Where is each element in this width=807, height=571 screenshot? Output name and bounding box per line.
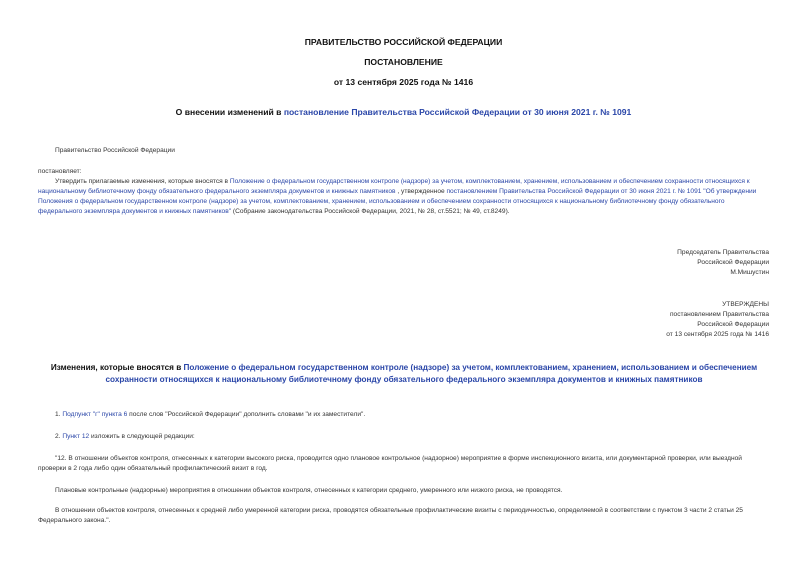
change-item-1-text: после слов "Российской Федерации" дополнить словами "и их заместители". (127, 411, 366, 418)
regulation-link[interactable]: Положение о федеральном государственном контроле (надзоре) за учетом, комплектованием, хранением, использованием и обеспечением сохранности относящихся к национальному библиотечному фонду обязательного федерального экземпляра документов и книжных памятников (38, 178, 750, 195)
main-paragraph-text-2: , утвержденное (395, 188, 447, 195)
approved-line-1: УТВЕРЖДЕНЫ (722, 301, 769, 308)
quoted-paragraph-3: В отношении объектов контроля, отнесенных к средней либо умеренной категории риска, проводятся обязательные профилактические визиты с периодичностью, определяемой в соответствии с пунктом 3 части 2 статьи 25 Федерального закона.". (38, 507, 743, 524)
document-title-link[interactable]: постановление Правительства Российской Федерации от 30 июня 2021 г. № 1091 (283, 107, 632, 117)
main-paragraph-text-1: Утвердить прилагаемые изменения, которые вносятся в (55, 178, 230, 185)
signature-line-1: Председатель Правительства (677, 249, 769, 256)
signature-block (677, 248, 769, 278)
government-line: Правительство Российской Федерации (55, 147, 175, 154)
document-type: ПОСТАНОВЛЕНИЕ (364, 57, 443, 67)
main-paragraph-text-3: (Собрание законодательства Российской Федерации, 2021, № 28, ст.5521; № 49, ст.8249). (231, 208, 510, 215)
signature-line-2: Российской Федерации (697, 259, 769, 266)
document-title-prefix: О внесении изменений в (175, 107, 284, 117)
approved-line-4: от 13 сентября 2025 года № 1416 (666, 331, 769, 338)
quoted-paragraph-1: "12. В отношении объектов контроля, отнесенных к категории высокого риска, проводится одно плановое контрольное (надзорное) мероприятие в форме инспекционного визита, или документарной проверки, или выездной проверки в 2 года либо один обязательный профилактический визит в год. (38, 455, 742, 472)
signature-name: М.Мишустин (730, 269, 769, 276)
resolution-link[interactable]: постановлением Правительства Российской Федерации от 30 июня 2021 г. № 1091 "Об утверждении Положения о федеральном государственном контроле (надзоре) за учетом, комплектованием, хранением, использованием и обеспечением сохранности относящихся к национальному библиотечному фонду обязательного федерального экземпляра документов и книжных памятников" (38, 188, 757, 215)
subclause-g-link[interactable]: Подпункт "г" (62, 411, 100, 418)
change-item-2-number: 2. (55, 433, 63, 440)
clause-12-link[interactable]: Пункт 12 (62, 433, 90, 440)
quoted-paragraph-2: Плановые контрольные (надзорные) мероприятия в отношении объектов контроля, отнесенных к категории среднего, умеренного или низкого риска, не проводятся. (55, 487, 563, 494)
change-item-2 (38, 432, 770, 442)
change-item-1-number: 1. (55, 411, 63, 418)
changes-title-prefix: Изменения, которые вносятся в (50, 363, 184, 372)
change-item-2-text: изложить в следующей редакции: (89, 433, 195, 440)
clause-6-link[interactable]: пункта 6 (101, 411, 128, 418)
change-item-1 (38, 410, 770, 420)
approved-line-3: Российской Федерации (697, 321, 769, 328)
changes-title-link[interactable]: Положение о федеральном государственном контроле (надзоре) за учетом, комплектованием, хранением, использованием и обеспечением сохранности относящихся к национальному библиотечному фонду обязательного федерального экземпляра документов и книжных памятников (105, 363, 758, 384)
approved-block (666, 300, 769, 340)
issuer-heading: ПРАВИТЕЛЬСТВО РОССИЙСКОЙ ФЕДЕРАЦИИ (304, 37, 503, 47)
document-title (0, 107, 807, 117)
main-paragraph (38, 177, 770, 217)
document-date-number: от 13 сентября 2025 года № 1416 (333, 77, 474, 87)
changes-title (38, 362, 770, 386)
approved-line-2: постановлением Правительства (669, 311, 769, 318)
decides-line: постановляет: (38, 168, 82, 175)
